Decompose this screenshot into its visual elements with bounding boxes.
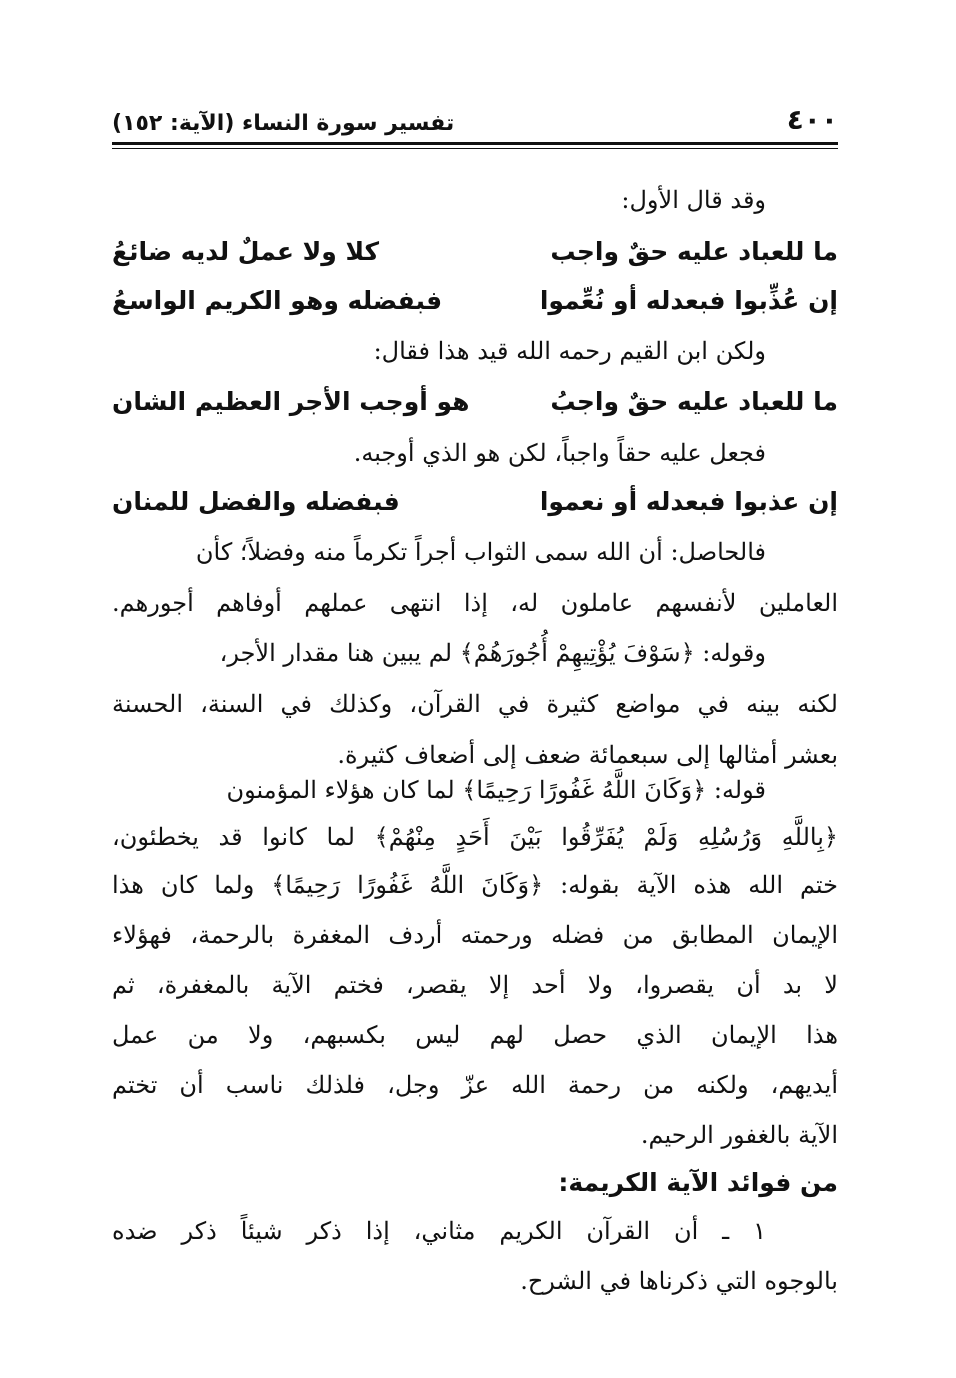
text-line: العاملين لأنفسهم عاملون له، إذا انتهى عملهم أوفاهم أجورهم.: [112, 589, 838, 617]
text-line: وقد قال الأول:: [621, 186, 766, 214]
text-line: ولكن ابن القيم رحمه الله قيد هذا فقال:: [373, 337, 766, 365]
text-line: وقوله: ﴿سَوْفَ يُؤْتِيهِمْ أُجُورَهُمْ﴾ لم يبين هنا مقدار الأجر،: [219, 639, 766, 667]
text-line: ﴿بِاللَّهِ وَرُسُلِهِ وَلَمْ يُفَرِّقُوا بَيْنَ أَحَدٍ مِنْهُمْ﴾ لما كانوا قد يخطئون،: [112, 823, 838, 851]
text-line: بعشر أمثالها إلى سبعمائة ضعف إلى أضعاف كثيرة.: [337, 741, 838, 769]
text-line: فالحاصل: أن الله سمى الثواب أجراً تكرماً منه وفضلاً؛ كأن: [195, 538, 766, 566]
text-line: ختم الله هذه الآية بقوله: ﴿وَكَانَ اللَّهُ غَفُورًا رَحِيمًا﴾ ولما كان هذا: [112, 871, 838, 899]
verse-second-hemistich: فبفضله وهو الكريم الواسعُ: [112, 285, 443, 315]
running-title: تفسير سورة النساء (الآية: ١٥٢): [112, 111, 455, 136]
text-line: الآية بالغفور الرحيم.: [640, 1121, 838, 1149]
poem-verse: [112, 226, 838, 276]
page-number: ٤٠٠: [786, 103, 838, 136]
text-line: قوله: ﴿وَكَانَ اللَّهُ غَفُورًا رَحِيمًا﴾ لما كان هؤلاء المؤمنون: [226, 776, 766, 804]
poem-verse: [112, 275, 838, 325]
header-rule-thick: [112, 142, 838, 145]
text-line: أيديهم، ولكنه من رحمة الله عزّ وجل، فلذلك ناسب أن تختم: [112, 1071, 838, 1099]
poem-verse: [112, 376, 838, 426]
verse-first-hemistich: إن عُذِّبوا فبعدله أو نُعِّموا: [539, 285, 838, 315]
header-rule-thin: [112, 148, 838, 149]
verse-first-hemistich: ما للعباد عليه حقٌ واجب: [550, 236, 838, 266]
verse-second-hemistich: هو أوجب الأجر العظيم الشان: [112, 386, 470, 416]
section-heading: من فوائد الآية الكريمة:: [558, 1168, 838, 1197]
verse-second-hemistich: فبفضله والفضل للمنان: [112, 486, 400, 516]
text-line: لكنه بينه في مواضع كثيرة في القرآن، وكذلك في السنة، الحسنة: [112, 690, 838, 718]
text-line: بالوجوه التي ذكرناها في الشرح.: [520, 1267, 838, 1295]
page-header: [112, 96, 838, 136]
poem-verse: [112, 476, 838, 526]
verse-second-hemistich: كلا ولا عملٌ لديه ضائعُ: [112, 236, 380, 266]
text-line: الإيمان المطابق من فضله ورحمته أردف المغفرة بالرحمة، فهؤلاء: [112, 921, 838, 949]
text-line: لا بد أن يقصروا، ولا أحد إلا يقصر، فختم الآية بالمغفرة، ثم: [112, 971, 838, 999]
text-line: هذا الإيمان الذي حصل لهم ليس بكسبهم، ولا من عمل: [112, 1021, 838, 1049]
verse-first-hemistich: إن عذبوا فبعدله أو نعموا: [539, 486, 838, 516]
verse-first-hemistich: ما للعباد عليه حقٌ واجبُ: [550, 386, 838, 416]
text-line: ١ ـ أن القرآن الكريم مثاني، إذا ذكر شيئاً ذكر ضده: [112, 1217, 766, 1245]
text-line: فجعل عليه حقاً واجباً، لكن هو الذي أوجبه.: [353, 439, 766, 467]
